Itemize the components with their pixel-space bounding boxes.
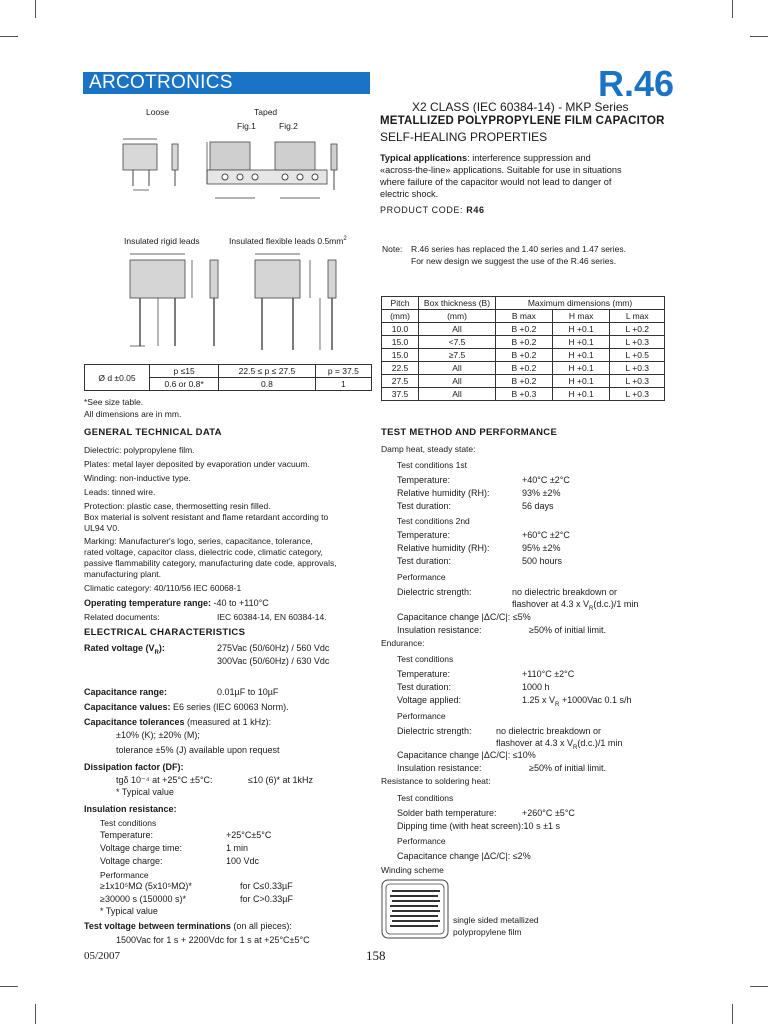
cap-range-label: Capacitance range: xyxy=(84,687,168,697)
dim-subheader: L max xyxy=(610,310,665,323)
ir-label: Insulation resistance: xyxy=(84,804,177,814)
all-dimensions-note: All dimensions are in mm. xyxy=(84,409,182,419)
df-1-value: ≤10 (6)* at 1kHz xyxy=(248,775,313,785)
ir-vc: Voltage charge: xyxy=(100,856,163,866)
e-cap-change: Capacitance change |ΔC/C|: ≤10% xyxy=(397,750,536,760)
winding-scheme-diagram xyxy=(380,878,450,940)
ds-value-2: flashover at 4.3 x $V_R(d.c.)/1$ min xyxy=(512,599,639,612)
dim-header: Box thickness (B) xyxy=(419,297,496,310)
ir-perf-1: ≥1x10⁵MΩ (5x10⁵MΩ)* xyxy=(100,881,192,891)
s-dip: Dipping time (with heat screen):10 s ±1 s xyxy=(397,821,561,831)
e-va: Voltage applied: xyxy=(397,695,462,705)
product-series-code: R.46 xyxy=(598,63,675,104)
label-taped: Taped xyxy=(254,107,278,117)
e-temp: Temperature: xyxy=(397,669,451,679)
c2-temp-value: +60°C ±2°C xyxy=(522,530,570,540)
s-cap-change: Capacitance change |ΔC/C|: ≤2% xyxy=(397,851,531,861)
ir-temp-value: +25°C±5°C xyxy=(226,830,272,840)
ds: Dielectric strength: xyxy=(397,587,472,597)
c2-label: Test conditions 2nd xyxy=(397,516,470,526)
crop-mark xyxy=(732,0,733,18)
perf-label: Performance xyxy=(397,572,446,582)
ir-temp: Temperature: xyxy=(100,830,154,840)
e-cond: Test conditions xyxy=(397,654,454,664)
e-dur: Test duration: xyxy=(397,682,452,692)
cell: 15.0 xyxy=(382,349,419,362)
note-line-2: For new design we suggest the use of the R.46 series. xyxy=(411,256,617,266)
cell: <7.5 xyxy=(419,336,496,349)
solder-label: Resistance to soldering heat: xyxy=(381,776,491,786)
subtitle-class: X2 CLASS (IEC 60384-14) - MKP Series xyxy=(412,100,629,114)
damp-heat: Damp heat, steady state: xyxy=(381,444,476,454)
cell: 37.5 xyxy=(382,388,419,401)
e-dur-value: 1000 h xyxy=(522,682,550,692)
ds-value: no dielectric breakdown or xyxy=(512,587,618,597)
label-fig2: Fig.2 xyxy=(279,121,298,131)
cell: ≥7.5 xyxy=(419,349,496,362)
endurance-label: Endurance: xyxy=(381,638,425,648)
c2-dur-value: 500 hours xyxy=(522,556,563,566)
rated-voltage-1: 275Vac (50/60Hz) / 560 Vdc xyxy=(217,643,330,653)
product-code: PRODUCT CODE: R46 xyxy=(380,205,485,215)
gtd-protection-3: UL94 V0. xyxy=(84,523,120,533)
gtd-marking-4: manufacturing plant. xyxy=(84,569,162,579)
gtd-op-temp: Operating temperature range: -40 to +110°C xyxy=(84,598,269,608)
e-temp-value: +110°C ±2°C xyxy=(522,669,575,679)
cell: H +0.1 xyxy=(552,349,610,362)
cell: H +0.1 xyxy=(552,336,610,349)
lead-table-cell: 0.6 or 0.8* xyxy=(150,378,219,391)
rated-voltage-2: 300Vac (50/60Hz) / 630 Vdc xyxy=(217,656,330,666)
ir-perf-1-value: for C≤0.33µF xyxy=(240,881,293,891)
c2-dur: Test duration: xyxy=(397,556,452,566)
crop-mark xyxy=(732,1004,733,1024)
dim-subheader: H max xyxy=(552,310,610,323)
e-ds: Dielectric strength: xyxy=(397,726,472,736)
cell: H +0.1 xyxy=(552,375,610,388)
label-rigid-leads: Insulated rigid leads xyxy=(124,236,200,246)
dim-subheader: (mm) xyxy=(419,310,496,323)
s-perf: Performance xyxy=(397,836,446,846)
cap-tolerances: Capacitance tolerances (measured at 1 kHz): xyxy=(84,717,272,727)
crop-mark xyxy=(35,1004,36,1024)
gtd-dielectric: Dielectric: polypropylene film. xyxy=(84,445,195,455)
footer-date: 05/2007 xyxy=(84,950,121,962)
note-label: Note: xyxy=(382,244,403,254)
cell: L +0.2 xyxy=(610,323,665,336)
lead-table-cell: 1 xyxy=(315,378,371,391)
e-ins-value: ≥50% of initial limit. xyxy=(529,763,606,773)
lead-table-cell: p ≤15 xyxy=(150,365,219,378)
cell: 15.0 xyxy=(382,336,419,349)
dim-header: Pitch xyxy=(382,297,419,310)
lead-diameter-label: Ø d ±0.05 xyxy=(85,365,150,391)
cell: B +0.2 xyxy=(496,323,553,336)
e-va-value: 1.25 x $V_R +1000Vac$ 0.1 s/h xyxy=(522,695,632,708)
cap-range-value: 0.01µF to 10µF xyxy=(217,687,279,697)
lead-table-cell: p = 37.5 xyxy=(315,365,371,378)
c2-temp: Temperature: xyxy=(397,530,451,540)
s-cond: Test conditions xyxy=(397,793,454,803)
ir-vc-value: 100 Vdc xyxy=(226,856,260,866)
ir-vct-value: 1 min xyxy=(226,843,249,853)
gtd-related-value: IEC 60384-14, EN 60384-14. xyxy=(217,612,327,622)
cell: B +0.2 xyxy=(496,349,553,362)
gtd-marking-2: rated voltage, capacitor class, dielectric code, climatic category, xyxy=(84,547,323,557)
c1-temp-value: +40°C ±2°C xyxy=(522,475,570,485)
df-1: tgδ 10⁻⁴ at +25°C ±5°C: xyxy=(116,775,213,785)
cell: H +0.1 xyxy=(552,323,610,336)
cell: B +0.2 xyxy=(496,336,553,349)
table-row xyxy=(382,349,665,362)
cell: 27.5 xyxy=(382,375,419,388)
gtd-related-label: Related documents: xyxy=(84,612,160,622)
cell: All xyxy=(419,362,496,375)
c1-dur: Test duration: xyxy=(397,501,452,511)
crop-mark xyxy=(0,986,18,987)
c1-rh-value: 93% ±2% xyxy=(522,488,561,498)
gtd-leads: Leads: tinned wire. xyxy=(84,487,156,497)
cell: 10.0 xyxy=(382,323,419,336)
cell: L +0.3 xyxy=(610,388,665,401)
c1-rh: Relative humidity (RH): xyxy=(397,488,490,498)
winding-caption-1: single sided metallized xyxy=(453,915,539,925)
subtitle-properties: SELF-HEALING PROPERTIES xyxy=(380,130,548,144)
dimension-table xyxy=(381,296,665,401)
label-flex-leads: Insulated flexible leads $0.5mm^2$ xyxy=(229,236,347,246)
ir-typical: * Typical value xyxy=(100,906,158,916)
gtd-heading: GENERAL TECHNICAL DATA xyxy=(84,427,222,438)
page-number: 158 xyxy=(366,948,386,963)
elec-heading: ELECTRICAL CHARACTERISTICS xyxy=(84,627,246,638)
ins-value: ≥50% of initial limit. xyxy=(529,625,606,635)
winding-caption-2: polypropylene film xyxy=(453,927,522,937)
ir-perf-2: ≥30000 s (150000 s)* xyxy=(100,894,186,904)
cell: All xyxy=(419,323,496,336)
dim-header: Maximum dimensions (mm) xyxy=(496,297,665,310)
gtd-marking-3: passive flammability category, manufacturing date code, approvals, xyxy=(84,558,337,568)
cell: L +0.3 xyxy=(610,375,665,388)
cell: H +0.1 xyxy=(552,362,610,375)
cell: 22.5 xyxy=(382,362,419,375)
crop-mark xyxy=(0,36,18,37)
winding-label: Winding scheme xyxy=(381,865,444,875)
lead-table-cell: 0.8 xyxy=(219,378,315,391)
cell: L +0.3 xyxy=(610,362,665,375)
cell: B +0.3 xyxy=(496,388,553,401)
tmp-heading: TEST METHOD AND PERFORMANCE xyxy=(381,427,558,438)
tv-value: 1500Vac for 1 s + 2200Vdc for 1 s at +25°C±5°C xyxy=(116,935,310,945)
table-row xyxy=(382,375,665,388)
typical-applications: Typical applications: interference suppression and «across-the-line» applications. Suitable for use in situations where failure of the capacitor would not lead to danger of electric shock. xyxy=(380,153,622,199)
c1-dur-value: 56 days xyxy=(522,501,554,511)
e-ds-value-2: flashover at 4.3 x $V_R(d.c.)/1$ min xyxy=(496,738,623,751)
rated-voltage-label: Rated voltage $(V_R)$: xyxy=(84,643,165,656)
gtd-protection-2: Box material is solvent resistant and flame retardant according to xyxy=(84,512,329,522)
gtd-winding: Winding: non-inductive type. xyxy=(84,473,191,483)
cell: H +0.1 xyxy=(552,388,610,401)
brand-logo: ARCOTRONICS xyxy=(83,72,370,94)
gtd-marking-1: Marking: Manufacturer's logo, series, capacitance, tolerance, xyxy=(84,536,313,546)
subtitle-product: METALLIZED POLYPROPYLENE FILM CAPACITOR xyxy=(380,115,665,127)
e-ds-value: no dielectric breakdown or xyxy=(496,726,602,736)
gtd-protection-1: Protection: plastic case, thermosetting resin filled. xyxy=(84,501,271,511)
note-line-1: R.46 series has replaced the 1.40 series and 1.47 series. xyxy=(411,244,626,254)
ir-vct: Voltage charge time: xyxy=(100,843,183,853)
table-row xyxy=(382,336,665,349)
dim-subheader: B max xyxy=(496,310,553,323)
cell: L +0.5 xyxy=(610,349,665,362)
lead-diameter-table xyxy=(84,364,372,391)
e-ins: Insulation resistance: xyxy=(397,763,482,773)
label-loose: Loose xyxy=(146,107,170,117)
tolerance-2: tolerance ±5% (J) available upon request xyxy=(116,745,280,755)
ins: Insulation resistance: xyxy=(397,625,482,635)
ir-conditions: Test conditions xyxy=(100,818,157,828)
cell: All xyxy=(419,375,496,388)
gtd-plates: Plates: metal layer deposited by evaporation under vacuum. xyxy=(84,459,310,469)
label-fig1: Fig.1 xyxy=(237,121,256,131)
table-row xyxy=(382,323,665,336)
cap-change: Capacitance change |ΔC/C|: ≤5% xyxy=(397,612,531,622)
cell: B +0.2 xyxy=(496,375,553,388)
c1-temp: Temperature: xyxy=(397,475,451,485)
ir-perf-2-value: for C>0.33µF xyxy=(240,894,293,904)
c1-label: Test conditions 1st xyxy=(397,460,467,470)
tolerance-1: ±10% (K); ±20% (M); xyxy=(116,730,200,740)
cell: All xyxy=(419,388,496,401)
lead-table-cell: 22.5 ≤ p ≤ 27.5 xyxy=(219,365,315,378)
table-row xyxy=(382,388,665,401)
c2-rh-value: 95% ±2% xyxy=(522,543,561,553)
cap-values: Capacitance values: E6 series (IEC 60063 Norm). xyxy=(84,702,289,712)
cell: L +0.3 xyxy=(610,336,665,349)
ir-performance: Performance xyxy=(100,870,149,880)
s-bath-value: +260°C ±5°C xyxy=(522,808,575,818)
capacitor-outline-drawings xyxy=(115,130,340,212)
crop-mark xyxy=(750,36,768,37)
lead-type-drawings xyxy=(100,246,360,362)
table-row xyxy=(382,362,665,375)
gtd-climatic: Climatic category: 40/110/56 IEC 60068-1 xyxy=(84,583,242,593)
e-perf: Performance xyxy=(397,711,446,721)
s-bath: Solder bath temperature: xyxy=(397,808,497,818)
crop-mark xyxy=(35,0,36,18)
see-size-note: *See size table. xyxy=(84,397,144,407)
tv-label: Test voltage between terminations (on all pieces): xyxy=(84,921,292,931)
dim-subheader: (mm) xyxy=(382,310,419,323)
df-typical: * Typical value xyxy=(116,787,174,797)
df-label: Dissipation factor (DF): xyxy=(84,762,184,772)
c2-rh: Relative humidity (RH): xyxy=(397,543,490,553)
cell: B +0.2 xyxy=(496,362,553,375)
crop-mark xyxy=(750,986,768,987)
